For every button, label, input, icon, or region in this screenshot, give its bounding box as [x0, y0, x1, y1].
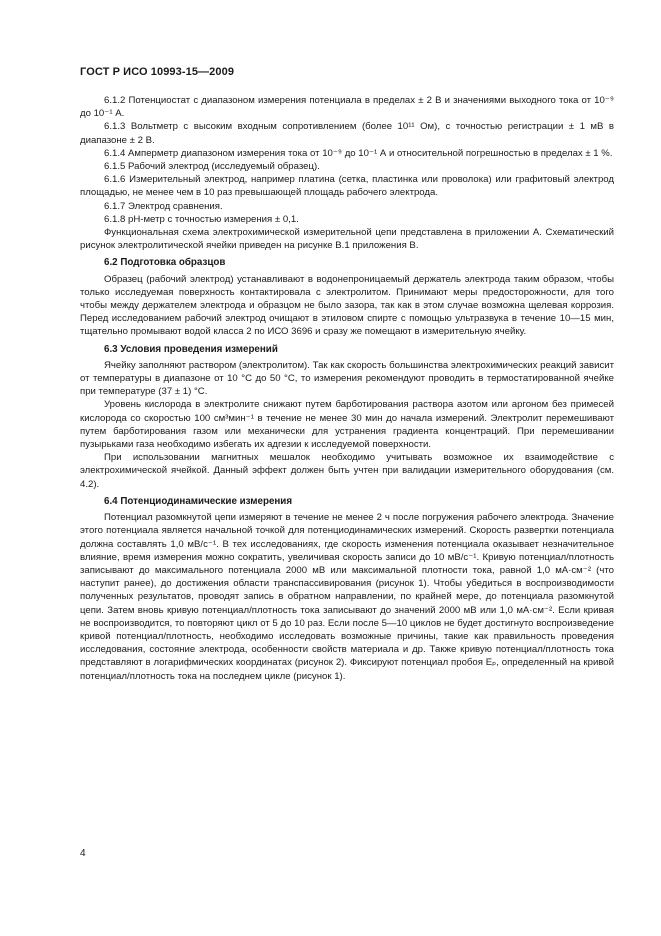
paragraph-scheme: Функциональная схема электрохимической измерительной цепи представлена в приложении А. Схематический рисунок электролитической ячейки приведен на рисунке В.1 приложения В. [80, 227, 614, 252]
paragraph-6-1-2: 6.1.2 Потенциостат с диапазоном измерения потенциала в пределах ± 2 В и значениями выходного тока от 10⁻⁹ до 10⁻¹ А. [80, 95, 614, 120]
section-heading-6-4: 6.4 Потенциодинамические измерения [104, 495, 293, 507]
document-header: ГОСТ Р ИСО 10993-15—2009 [80, 66, 235, 78]
paragraph-6-1-6: 6.1.6 Измерительный электрод, например платина (сетка, пластинка или проволока) или графитовый электрод площадью, не менее чем в 10 раз превышающей площадь рабочего электрода. [80, 174, 614, 199]
paragraph-6-1-7: 6.1.7 Электрод сравнения. [104, 200, 223, 212]
section-heading-6-2: 6.2 Подготовка образцов [104, 257, 226, 269]
paragraph-6-3-b: Уровень кислорода в электролите снижают путем барботирования раствора азотом или аргоном без примесей кислорода со скоростью 100 см³мин⁻¹ в течение не менее 30 мин до начала измерений. Электролит перемешивают путем барботирования газом или механически для устранения градиента концентраций. При перемешивании пузырьками газа необходимо избегать их адгезии к исследуемой поверхности. [80, 399, 614, 451]
paragraph-6-4: Потенциал разомкнутой цепи измеряют в течение не менее 2 ч после погружения рабочего электрода. Значение этого потенциала является начальной точкой для потенциодинамических измерений. Скорость развертки потенциала должна составлять 1,0 мВ/с⁻¹. В тех исследованиях, где скорость изменения потенциала оказывает незначительное влияние, время измерения можно сократить, увеличивая скорость записи до 10 мВ/с⁻¹. Кривую потенциал/плотность записывают до максимального потенциала 2000 мВ или максимальной плотности тока, равной 1,0 мА·см⁻² (что наступит ранее), до достижения области транспассивирования (рисунок 1). Чтобы убедиться в воспроизводимости полученных результатов, проводят запись в обратном направлении, по крайней мере, до потенциала разомкнутой цепи. Затем вновь кривую потенциал/плотность тока записывают до значений 2000 мВ или 1,0 мА·см⁻². Если кривая не воспроизводится, то повторяют цикл от 5 до 10 раз. Если после 5—10 циклов не будет достигнуто воспроизведение кривой потенциал/плотность, необходимо исследовать возможные причины, такие как правильность проведения исследования, состояние электрода, особенности свойств материала и др. Также кривую потенциал/плотность тока представляют в логарифмических координатах (рисунок 2). Фиксируют потенциал пробоя Eₚ, определенный на кривой потенциал/плотность тока на последнем цикле (рисунок 1). [80, 512, 614, 682]
paragraph-6-3-a: Ячейку заполняют раствором (электролитом). Так как скорость большинства электрохимических реакций зависит от температуры в диапазоне от 10 °С до 50 °С, то измерения рекомендуют проводить в термостатированной ячейке при температуре (37 ± 1) °С. [80, 359, 614, 398]
paragraph-6-1-8: 6.1.8 pH-метр с точностью измерения ± 0,1. [104, 213, 299, 225]
paragraph-6-1-3: 6.1.3 Вольтметр с высоким входным сопротивлением (более 10¹¹ Ом), с точностью регистрации ± 1 мВ в диапазоне ± 2 В. [80, 121, 614, 146]
paragraph-6-2: Образец (рабочий электрод) устанавливают в водонепроницаемый держатель электрода таким образом, чтобы только исследуемая поверхность контактировала с электролитом. Принимают меры предосторожности, для того чтобы между держателем электрода и образцом не было зазора, так как в этом случае возможна щелевая коррозия. Перед исследованием рабочий электрод очищают в этиловом спирте с помощью ультразвука в течение 10—15 мин, тщательно промывают водой класса 2 по ИСО 3696 и сразу же помещают в измерительную ячейку. [80, 273, 614, 338]
page-number: 4 [80, 848, 86, 859]
document-body [80, 94, 614, 683]
paragraph-6-3-c: При использовании магнитных мешалок необходимо учитывать возможное их взаимодействие с электрохимической ячейкой. Данный эффект должен быть учтен при валидации измерительного оборудования (см. 4.2). [80, 452, 614, 490]
section-heading-6-3: 6.3 Условия проведения измерений [104, 343, 278, 355]
paragraph-6-1-5: 6.1.5 Рабочий электрод (исследуемый образец). [104, 161, 320, 173]
paragraph-6-1-4: 6.1.4 Амперметр диапазоном измерения тока от 10⁻⁹ до 10⁻¹ А и относительной погрешностью в пределах ± 1 %. [104, 147, 613, 159]
